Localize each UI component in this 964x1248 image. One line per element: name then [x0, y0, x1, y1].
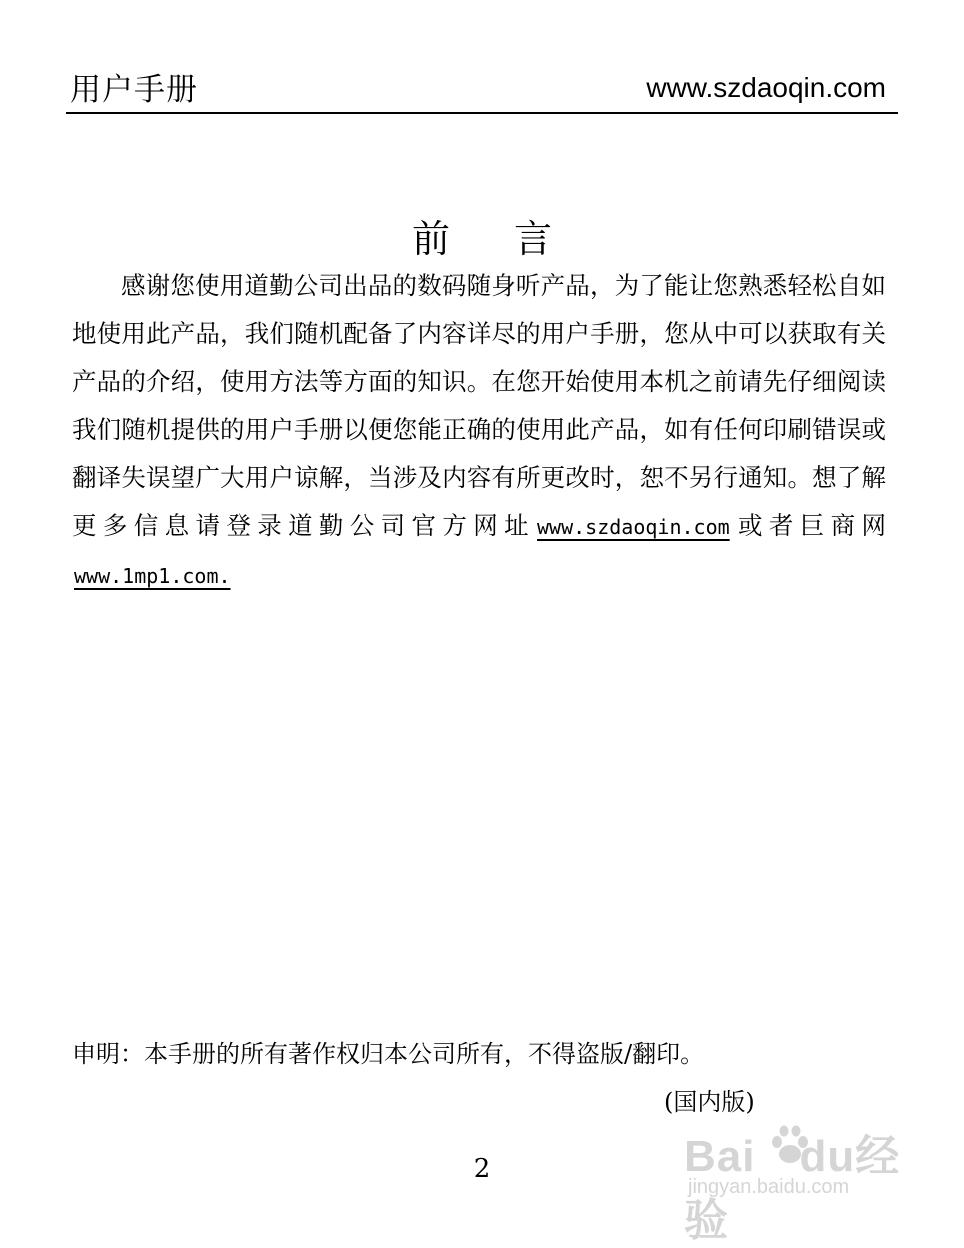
- preface-title: 前 言: [411, 217, 579, 261]
- watermark-brand-right: du: [799, 1132, 856, 1181]
- watermark-site: jingyan.baidu.com: [688, 1176, 850, 1198]
- copyright-declaration: 申明：本手册的所有著作权归本公司所有，不得盗版/翻印。: [72, 1040, 705, 1068]
- preface-text: 感谢您使用道勤公司出品的数码随身听产品，为了能让您熟悉轻松自如地使用此产品，我们随机配备了内容详尽的用户手册，您从中可以获取有关产品的介绍，使用方法等方面的知识。在您开始使用本机之前请先仔细阅读我们随机提供的用户手册以便您能正确的使用此产品，如有任何印刷错误或翻译失误望广大用户谅解，当涉及内容有所更改时，恕不另行通知。想了解更多信息请登录道勤公司官方网址: [72, 271, 886, 540]
- preface-text-between: 或者巨商网: [731, 511, 887, 540]
- preface-body: [72, 262, 886, 600]
- header-url: www.szdaoqin.com: [646, 72, 886, 103]
- watermark-brand-left: Bai: [684, 1132, 756, 1181]
- page-header: [66, 58, 898, 114]
- watermark-brand-cn: 经验: [684, 1132, 901, 1245]
- header-title: 用户手册: [70, 72, 198, 108]
- website-link[interactable]: www.szdaoqin.com: [537, 515, 730, 539]
- paw-icon: [770, 1124, 810, 1168]
- baidu-watermark: [684, 1100, 924, 1245]
- preface-paragraph: [72, 262, 886, 600]
- mall-link[interactable]: www.1mp1.com.: [74, 564, 231, 588]
- edition-label: (国内版): [664, 1088, 755, 1116]
- page-number: 2: [473, 1154, 491, 1184]
